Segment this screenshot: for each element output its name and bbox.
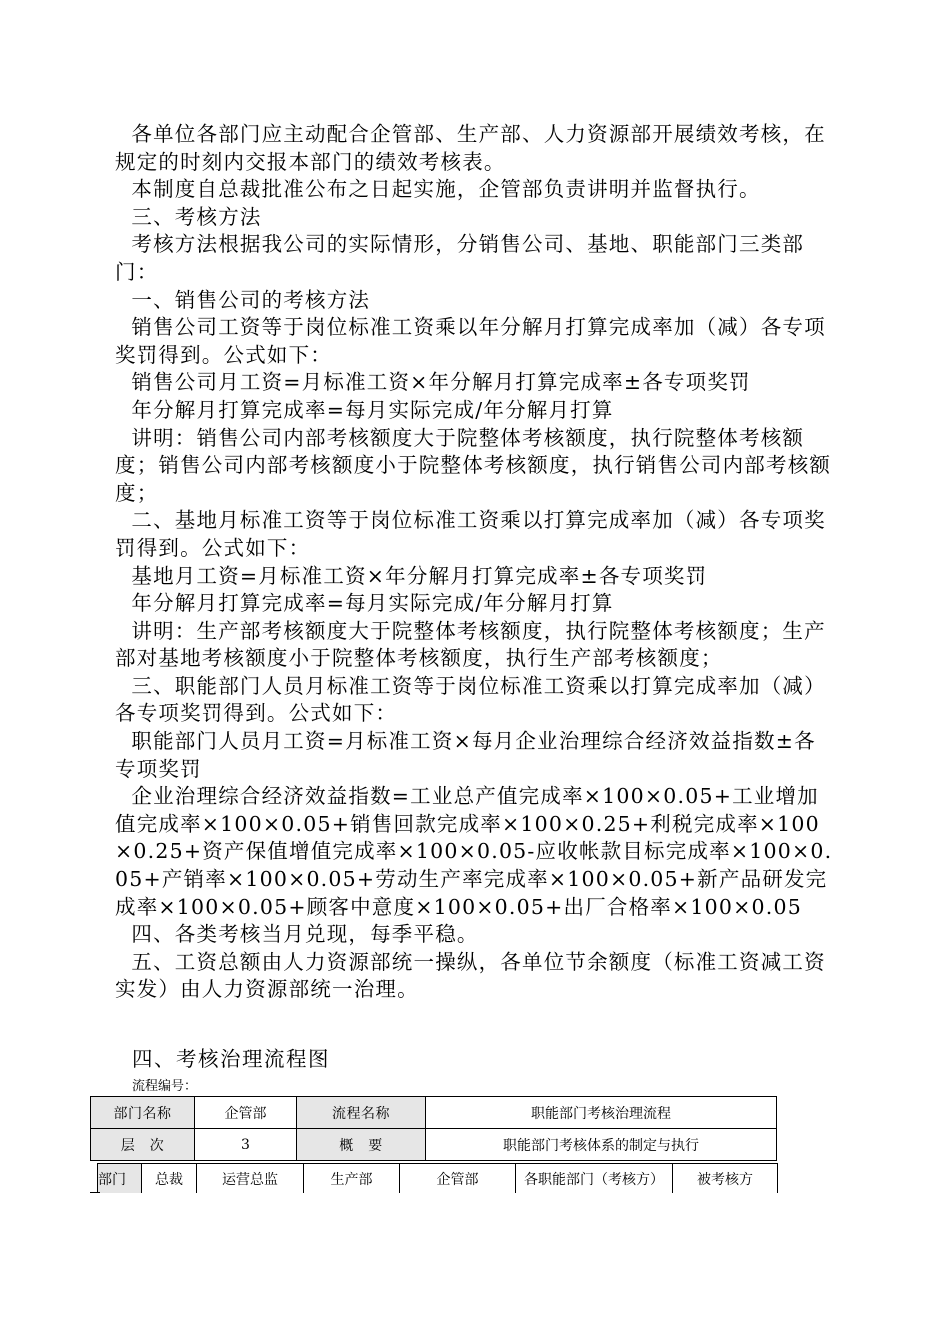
table-row xyxy=(91,1097,777,1129)
flow-meta-table xyxy=(90,1096,777,1161)
paragraph: 四、各类考核当月兑现，每季平稳。 xyxy=(131,922,479,947)
paragraph: 年分解月打算完成率=每月实际完成/年分解月打算 xyxy=(131,591,614,616)
summary-label: 概 要 xyxy=(297,1129,426,1161)
paragraph: 销售公司工资等于岗位标准工资乘以年分解月打算完成率加（减）各专项奖罚得到。公式如下： xyxy=(115,315,826,367)
flow-lanes-header xyxy=(97,1163,778,1193)
paragraph: 企业治理综合经济效益指数=工业总产值完成率×100×0.05+工业增加值完成率×100×0.05+销售回款完成率×100×0.25+利税完成率×100×0.25+资产保值增值完成率×100×0.05-应收帐款目标完成率×100×0.05+产销率×100×0.05+劳动生产率完成率×100×0.05+新产品研发完成率×100×0.05+顾客中意度×100×0.05+出厂合格率×100×0.05 xyxy=(115,784,833,919)
paragraph: 三、考核方法 xyxy=(131,204,262,229)
paragraph: 一、销售公司的考核方法 xyxy=(131,287,371,312)
level-label: 层 次 xyxy=(91,1129,195,1161)
document-body xyxy=(115,121,837,1004)
paragraph: 三、职能部门人员月标准工资等于岗位标准工资乘以打算完成率加（减）各专项奖罚得到。公式如下： xyxy=(115,673,826,726)
lane-header: 被考核方 xyxy=(673,1164,778,1194)
table-baseline xyxy=(90,1192,100,1193)
paragraph: 各单位各部门应主动配合企管部、生产部、人力资源部开展绩效考核，在规定的时刻内交报本部门的绩效考核表。 xyxy=(115,122,826,174)
summary-value: 职能部门考核体系的制定与执行 xyxy=(426,1129,777,1161)
paragraph: 职能部门人员月工资=月标准工资×每月企业治理综合经济效益指数±各专项奖罚 xyxy=(115,729,816,781)
paragraph: 讲明：生产部考核额度大于院整体考核额度，执行院整体考核额度；生产部对基地考核额度小于院整体考核额度，执行生产部考核额度； xyxy=(115,618,826,671)
paragraph: 销售公司月工资=月标准工资×年分解月打算完成率±各专项奖罚 xyxy=(131,370,751,395)
paragraph: 五、工资总额由人力资源部统一操纵，各单位节余额度（标准工资减工资实发）由人力资源部统一治理。 xyxy=(115,949,826,1002)
paragraph: 二、基地月标准工资等于岗位标准工资乘以打算完成率加（减）各专项奖罚得到。公式如下： xyxy=(115,508,826,560)
department-name-label: 部门名称 xyxy=(91,1097,195,1129)
flow-name-value: 职能部门考核治理流程 xyxy=(426,1097,777,1129)
flow-name-label: 流程名称 xyxy=(297,1097,426,1129)
lane-header: 生产部 xyxy=(304,1164,400,1194)
lane-header: 部门 xyxy=(98,1164,142,1194)
section-title: 四、考核治理流程图 xyxy=(132,1047,330,1071)
flow-number-label: 流程编号： xyxy=(132,1079,198,1094)
lane-header: 运营总监 xyxy=(197,1164,304,1194)
lane-header: 各职能部门（考核方） xyxy=(516,1164,673,1194)
paragraph: 基地月工资=月标准工资×年分解月打算完成率±各专项奖罚 xyxy=(131,563,708,588)
table-row xyxy=(98,1164,778,1194)
paragraph: 年分解月打算完成率=每月实际完成/年分解月打算 xyxy=(131,397,614,422)
paragraph: 讲明：销售公司内部考核额度大于院整体考核额度，执行院整体考核额度；销售公司内部考核额度小于院整体考核额度，执行销售公司内部考核额度； xyxy=(115,425,832,505)
lane-header: 总裁 xyxy=(142,1164,197,1194)
table-row xyxy=(91,1129,777,1161)
level-value: 3 xyxy=(195,1129,297,1161)
lane-header: 企管部 xyxy=(400,1164,516,1194)
paragraph: 本制度自总裁批准公布之日起实施，企管部负责讲明并监督执行。 xyxy=(131,177,761,202)
paragraph: 考核方法根据我公司的实际情形，分销售公司、基地、职能部门三类部门： xyxy=(115,232,805,284)
department-name-value: 企管部 xyxy=(195,1097,297,1129)
